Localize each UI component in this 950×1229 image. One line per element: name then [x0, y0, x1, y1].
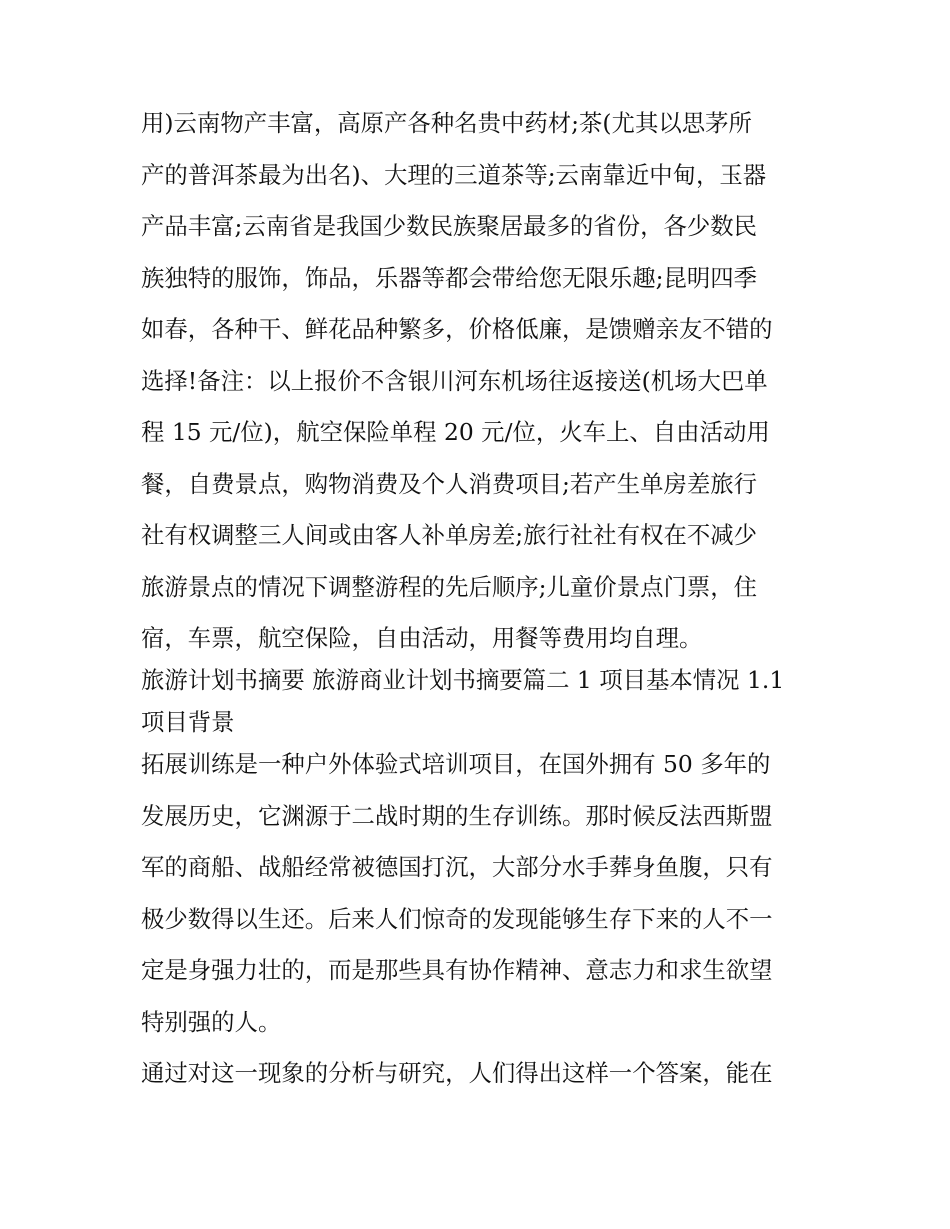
text-line: 族独特的服饰，饰品，乐器等都会带给您无限乐趣;昆明四季	[141, 263, 758, 292]
text-line: 用)云南物产丰富，高原产各种名贵中药材;茶(尤其以思茅所	[141, 109, 752, 137]
section-heading-line: 项目背景	[141, 708, 235, 736]
document-body	[141, 108, 821, 1109]
text-line: 极少数得以生还。后来人们惊奇的发现能够生存下来的人不一	[141, 904, 773, 933]
text-line: 旅游景点的情况下调整游程的先后顺序;儿童价景点门票，住	[141, 572, 758, 601]
text-line: 发展历史，它渊源于二战时期的生存训练。那时候反法西斯盟	[141, 801, 773, 830]
text-line: 产品丰富;云南省是我国少数民族聚居最多的省份，各少数民	[141, 212, 758, 240]
paragraph-gap	[141, 1049, 821, 1058]
text-line: 通过对这一现象的分析与研究，人们得出这样一个答案，能在	[141, 1058, 773, 1087]
text-line: 餐，自费景点，购物消费及个人消费项目;若产生单房差旅行	[141, 469, 758, 498]
text-line: 宿，车票，航空保险，自由活动，用餐等费用均自理。	[141, 624, 703, 652]
text-line: 特别强的人。	[141, 1007, 282, 1036]
text-line: 程 15 元/位)，航空保险单程 20 元/位，火车上、自由活动用	[141, 418, 770, 446]
text-line: 如春，各种干、鲜花品种繁多，价格低廉，是馈赠亲友不错的	[141, 315, 773, 343]
text-line: 产的普洱茶最为出名)、大理的三道茶等;云南靠近中甸，玉器	[141, 160, 767, 189]
section-heading-line: 旅游计划书摘要 旅游商业计划书摘要篇二 1 项目基本情况 1.1	[141, 666, 785, 694]
text-line: 社有权调整三人间或由客人补单房差;旅行社社有权在不减少	[141, 521, 758, 549]
text-line: 拓展训练是一种户外体验式培训项目，在国外拥有 50 多年的	[141, 750, 771, 778]
text-line: 选择!备注：以上报价不含银川河东机场往返接送(机场大巴单	[141, 366, 768, 395]
text-line: 军的商船、战船经常被德国打沉，大部分水手葬身鱼腹，只有	[141, 853, 773, 881]
text-line: 定是身强力壮的，而是那些具有协作精神、意志力和求生欲望	[141, 956, 773, 984]
